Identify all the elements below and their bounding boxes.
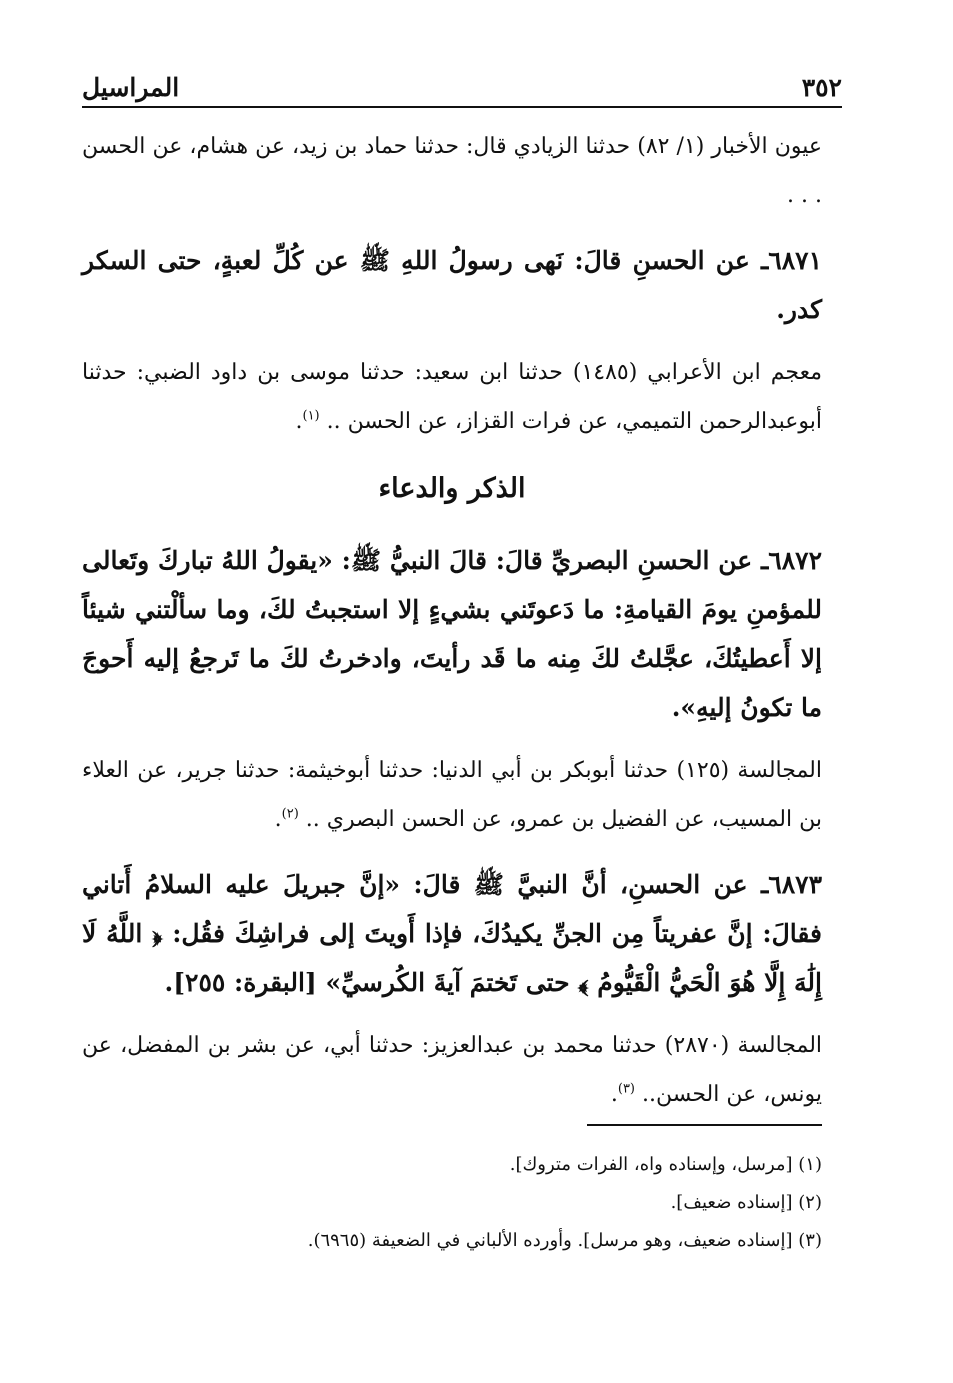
source-text: المجالسة (١٢٥) حدثنا أبوبكر بن أبي الدنيا: حدثنا أبوخيثمة: حدثنا جرير، عن العلاء بن المسيب، عن الفضيل بن عمرو، عن الحسن البصري .. — [82, 758, 822, 832]
footnote-ref: (٣) — [617, 1081, 635, 1097]
footnote-ref: (٢) — [281, 806, 299, 822]
footnotes — [82, 1146, 822, 1260]
source-citation: المجالسة (٢٨٧٠) حدثنا محمد بن عبدالعزيز: حدثنا أبي، عن بشر بن المفضل، عن يونس، عن الحسن.. $^{(٣)}$. — [82, 1033, 823, 1107]
hadith-6873: ٦٨٧٣ـ عن الحسنِ، أنَّ النبيَّ ﷺ قالَ: «إنَّ جبريلَ عليه السلامُ أَتاني فقالَ: إنَّ عفريتاً مِن الجنِّ يكيدُكَ، فإذا أَويتَ إلى فراشِكَ فقُل: ﴿ اللَّهُ لَا إِلَٰهَ إِلَّا هُوَ الْحَيُّ الْقَيُّومُ ﴾ حتى تَختمَ آيةَ الكُرسيِّ» [البقرة: ٢٥٥]. — [82, 870, 822, 997]
source-text: معجم ابن الأعرابي (١٤٨٥) حدثنا ابن سعيد: حدثنا موسى بن داود الضبي: حدثنا أبوعبدالرحمن التميمي، عن فرات القزاز، عن الحسن .. — [82, 360, 822, 434]
footnote: (٢) [إسناده ضعيف]. — [670, 1192, 822, 1213]
source-citation: المجالسة (١٢٥) حدثنا أبوبكر بن أبي الدنيا: حدثنا أبوخيثمة: حدثنا جرير، عن العلاء بن المسيب، عن الفضيل بن عمرو، عن الحسن البصري .. $^{(٢)}$. — [82, 758, 822, 832]
source-text: المجالسة (٢٨٧٠) حدثنا محمد بن عبدالعزيز: حدثنا أبي، عن بشر بن المفضل، عن يونس، عن الحسن.. — [82, 1033, 823, 1107]
page-number: ٣٥٢ — [801, 73, 842, 102]
hadith-6872: ٦٨٧٢ـ عن الحسنِ البصريِّ قالَ: قالَ النبيُّ ﷺ: «يقولُ اللهُ تباركَ وتَعالى للمؤمنِ يومَ القيامةِ: ما دَعوتَني بشيءٍ إلا استجبتُ لكَ، وما سألْتني شيئاً إلا أَعطيتُكَ، عجَّلتُ لكَ مِنه ما قَد رأيتَ، وادخرتُ لكَ ما تَرجعُ إليه أَحوجَ ما تكونُ إليهِ». — [82, 546, 822, 722]
source-citation: معجم ابن الأعرابي (١٤٨٥) حدثنا ابن سعيد: حدثنا موسى بن داود الضبي: حدثنا أبوعبدالرحمن التميمي، عن فرات القزاز، عن الحسن .. $^{(١)}$. — [82, 360, 822, 434]
source-citation: عيون الأخبار (١/ ٨٢) حدثنا الزيادي قال: حدثنا حماد بن زيد، عن هشام، عن الحسن . . . — [82, 134, 822, 208]
page-body — [82, 122, 822, 1135]
section-heading: الذكر والدعاء — [378, 473, 526, 504]
page-header — [82, 62, 842, 108]
footnote-divider — [587, 1124, 822, 1126]
book-title: المراسيل — [82, 73, 180, 102]
footnote: (١) [مرسل، وإسناده واه، الفرات متروك]. — [509, 1154, 822, 1175]
footnote: (٣) [إسناده ضعيف، وهو مرسل]. وأورده الألباني في الضعيفة (٦٩٦٥). — [307, 1230, 822, 1251]
hadith-6871: ٦٨٧١ـ عن الحسنِ قالَ: نَهى رسولُ اللهِ ﷺ عن كُلِّ لعبةٍ، حتى السكر كدر. — [82, 246, 822, 324]
footnote-ref: (١) — [302, 408, 320, 424]
